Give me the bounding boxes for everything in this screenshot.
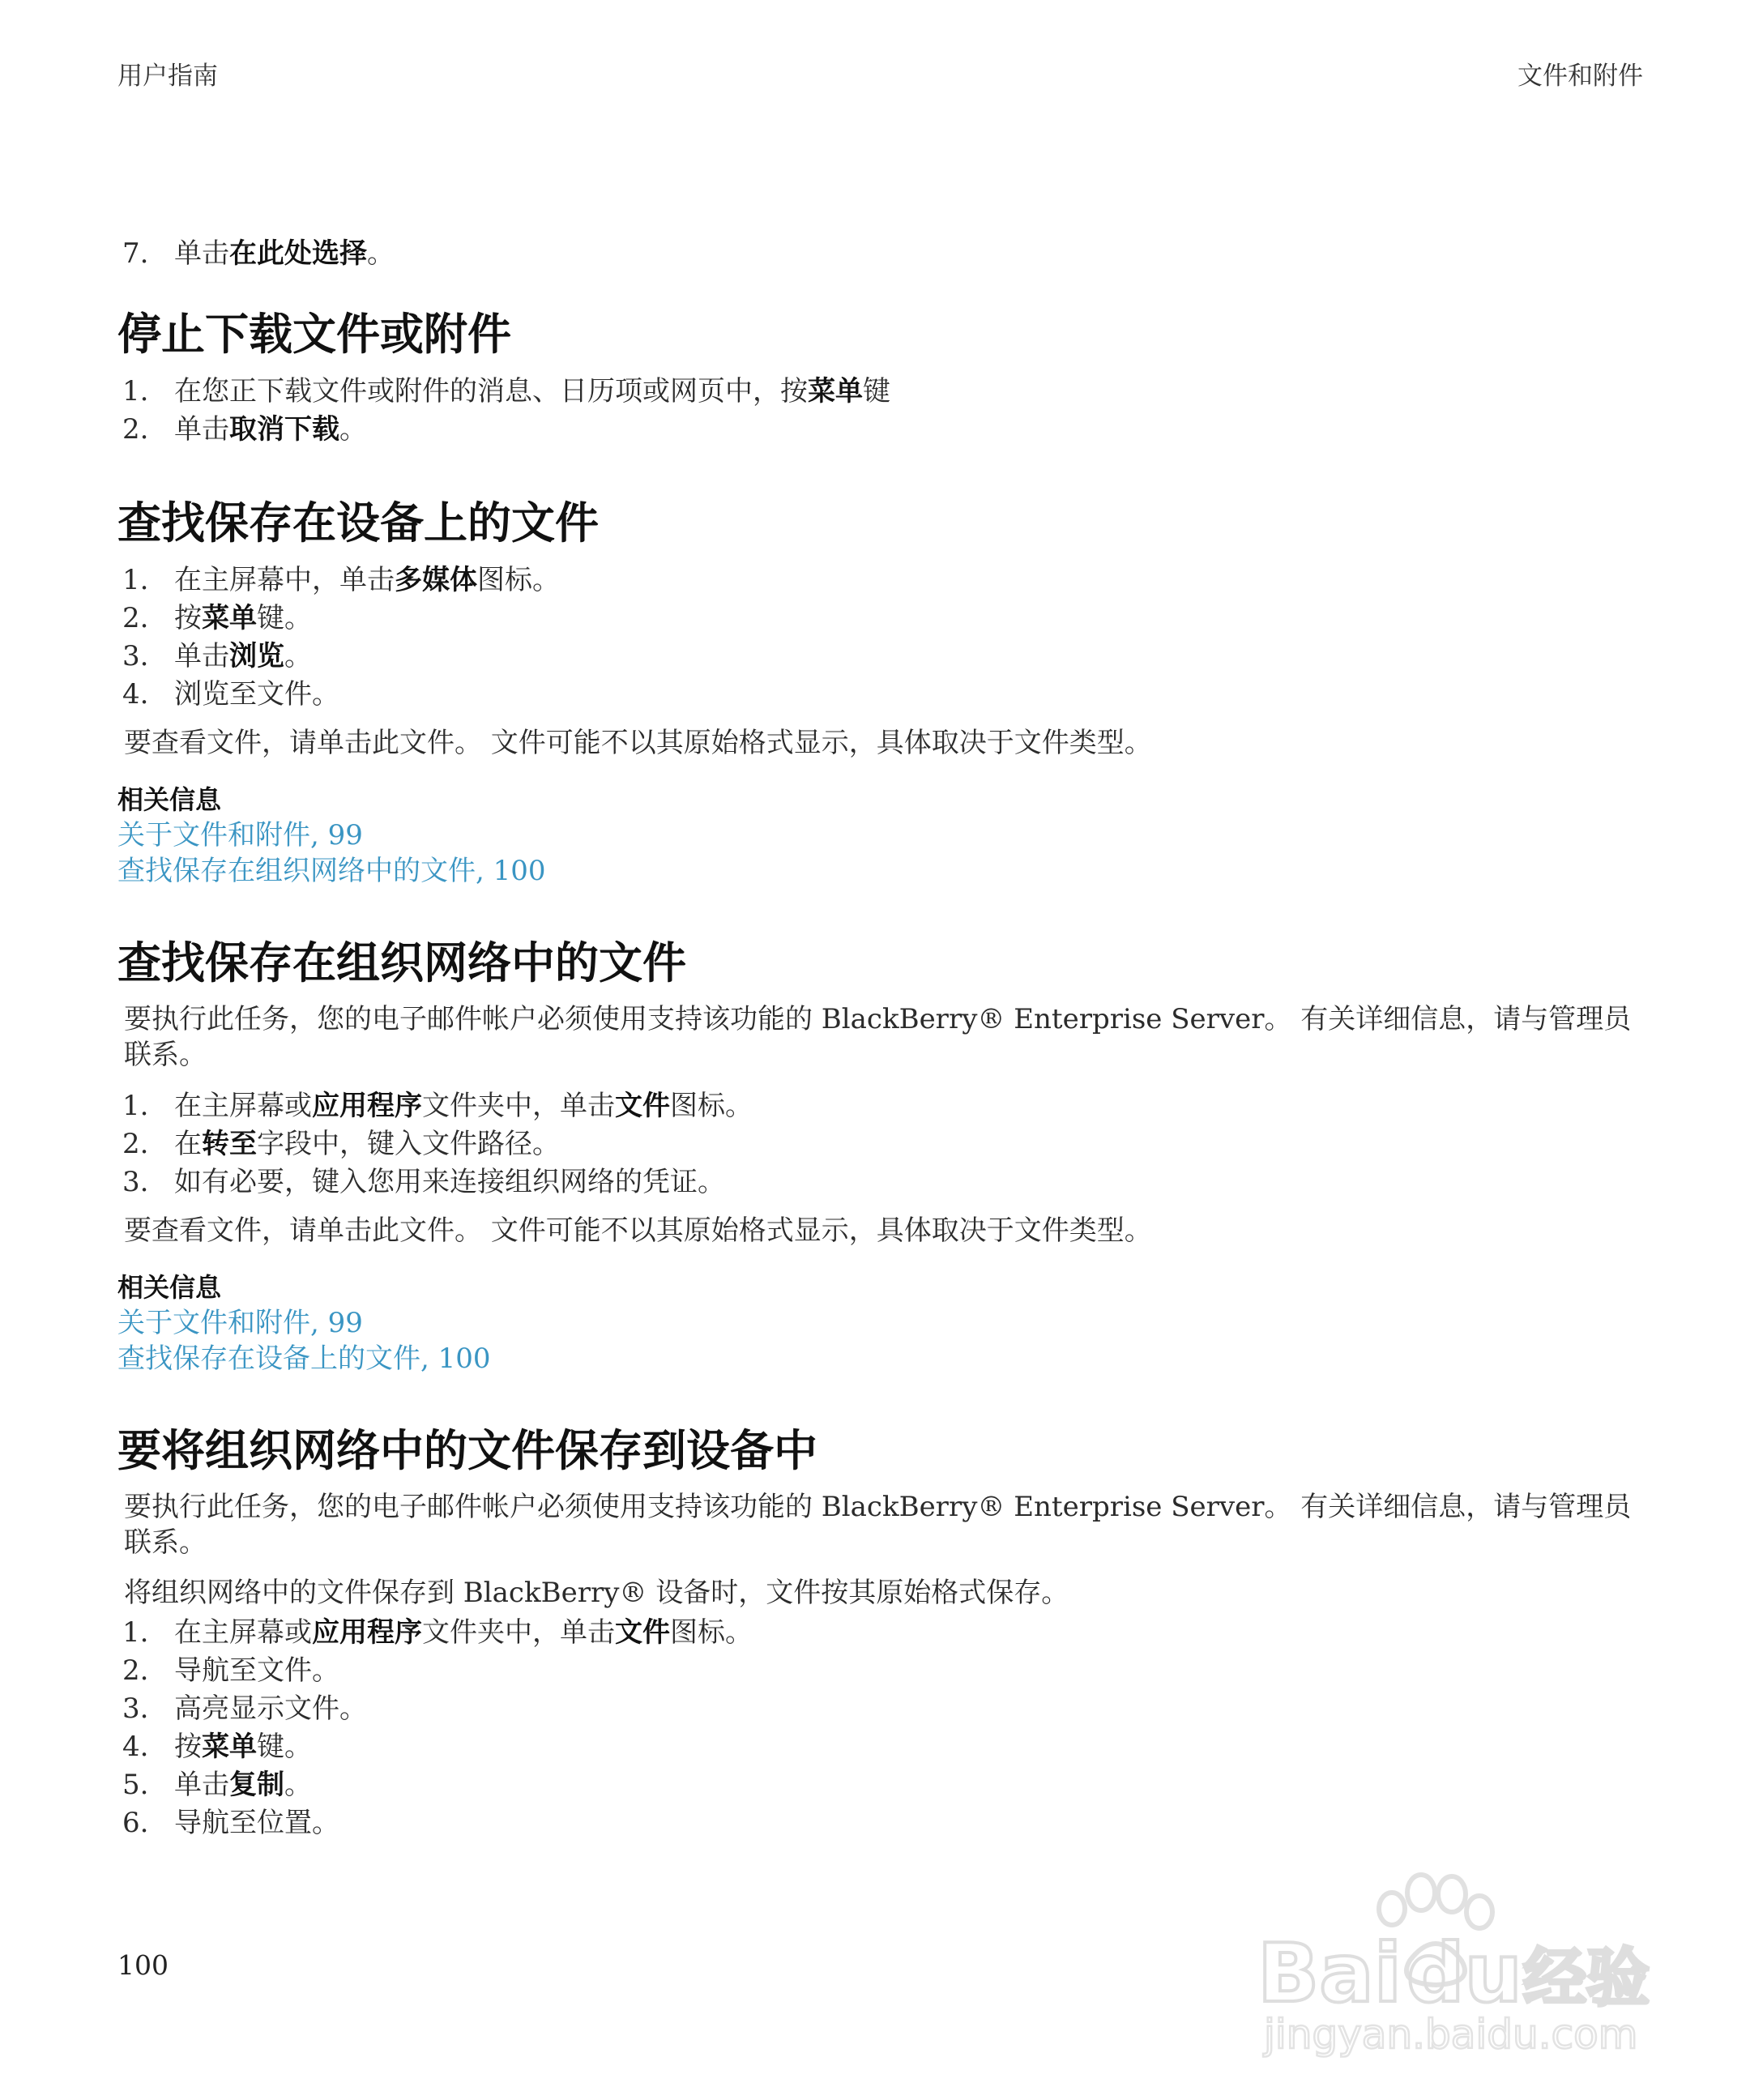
section-heading-stop-download: 停止下载文件或附件 — [117, 309, 511, 360]
ui-term: 多媒体 — [395, 563, 477, 596]
step-item: 1. 在主屏幕或应用程序文件夹中，单击文件图标。 — [122, 1616, 753, 1649]
note-paragraph: 要查看文件，请单击此文件。 文件可能不以其原始格式显示，具体取决于文件类型。 — [124, 726, 1152, 759]
ui-term: 转至 — [202, 1127, 257, 1160]
ui-term: 取消下载 — [229, 412, 339, 446]
ui-term: 菜单 — [202, 601, 257, 634]
baidu-watermark-logo — [1248, 1839, 1661, 2058]
ui-term: 应用程序 — [312, 1616, 422, 1649]
step-item: 2. 按菜单键。 — [122, 601, 312, 634]
section-heading-save-network-file: 要将组织网络中的文件保存到设备中 — [117, 1424, 817, 1476]
related-info — [117, 1270, 1641, 1377]
step-item: 4. 浏览至文件。 — [122, 677, 339, 711]
watermark-url: jingyan.baidu.com — [1264, 2011, 1638, 2058]
step-item: 2. 在转至字段中，键入文件路径。 — [122, 1127, 560, 1160]
step-item: 2. 单击取消下载。 — [122, 412, 367, 446]
ui-term: 菜单 — [808, 374, 863, 408]
step-item: 4. 按菜单键。 — [122, 1730, 312, 1763]
related-link[interactable]: 关于文件和附件, 99 — [117, 818, 363, 852]
ui-term: 菜单 — [202, 1730, 257, 1763]
page-number: 100 — [117, 1949, 169, 1981]
related-link[interactable]: 关于文件和附件, 99 — [117, 1306, 363, 1339]
intro-paragraph: 要执行此任务，您的电子邮件帐户必须使用支持该功能的 BlackBerry® Enterprise Server。 有关详细信息，请与管理员联系。 — [124, 1490, 1632, 1559]
related-info — [117, 782, 1641, 889]
step-list — [117, 373, 1641, 449]
continued-steps — [117, 235, 1641, 273]
intro-paragraph-2: 将组织网络中的文件保存到 BlackBerry® 设备时，文件按其原始格式保存。 — [124, 1576, 1069, 1609]
ui-term: 文件 — [615, 1616, 670, 1649]
related-link[interactable]: 查找保存在组织网络中的文件, 100 — [117, 854, 546, 887]
related-link[interactable]: 查找保存在设备上的文件, 100 — [117, 1342, 491, 1375]
step-item: 3. 高亮显示文件。 — [122, 1692, 367, 1725]
step-item: 6. 导航至位置。 — [122, 1806, 339, 1839]
step-item: 7. 单击在此处选择。 — [122, 237, 395, 270]
step-item: 2. 导航至文件。 — [122, 1654, 339, 1687]
page-content — [117, 235, 1641, 1842]
ui-term: 在此处选择 — [229, 237, 367, 270]
running-header-chapter: 文件和附件 — [1517, 62, 1643, 91]
step-list — [117, 561, 1641, 714]
ui-term: 应用程序 — [312, 1089, 422, 1122]
step-item: 1. 在您正下载文件或附件的消息、日历项或网页中，按菜单键 — [122, 374, 890, 408]
step-item: 1. 在主屏幕或应用程序文件夹中，单击文件图标。 — [122, 1089, 753, 1122]
related-info-title: 相关信息 — [117, 783, 222, 815]
note-paragraph: 要查看文件，请单击此文件。 文件可能不以其原始格式显示，具体取决于文件类型。 — [124, 1214, 1152, 1247]
watermark-brand-b: du — [1406, 1926, 1522, 2021]
step-list — [117, 1087, 1641, 1202]
intro-paragraph: 要执行此任务，您的电子邮件帐户必须使用支持该功能的 BlackBerry® Enterprise Server。 有关详细信息，请与管理员联系。 — [124, 1002, 1632, 1071]
watermark-brand-a: Bai — [1257, 1926, 1402, 2021]
step-item: 1. 在主屏幕中，单击多媒体图标。 — [122, 563, 560, 596]
step-item: 3. 如有必要，键入您用来连接组织网络的凭证。 — [122, 1165, 725, 1198]
watermark-brand-c: 经验 — [1523, 1942, 1650, 2015]
section-heading-find-device-files: 查找保存在设备上的文件 — [117, 497, 599, 548]
step-item: 5. 单击复制。 — [122, 1768, 312, 1801]
running-header-title: 用户指南 — [117, 62, 218, 91]
step-item: 3. 单击浏览。 — [122, 639, 312, 672]
section-heading-find-network-files: 查找保存在组织网络中的文件 — [117, 937, 686, 988]
ui-term: 文件 — [615, 1089, 670, 1122]
step-list — [117, 1614, 1641, 1842]
ui-term: 浏览 — [229, 639, 284, 672]
related-info-title: 相关信息 — [117, 1271, 222, 1303]
ui-term: 复制 — [229, 1768, 284, 1801]
